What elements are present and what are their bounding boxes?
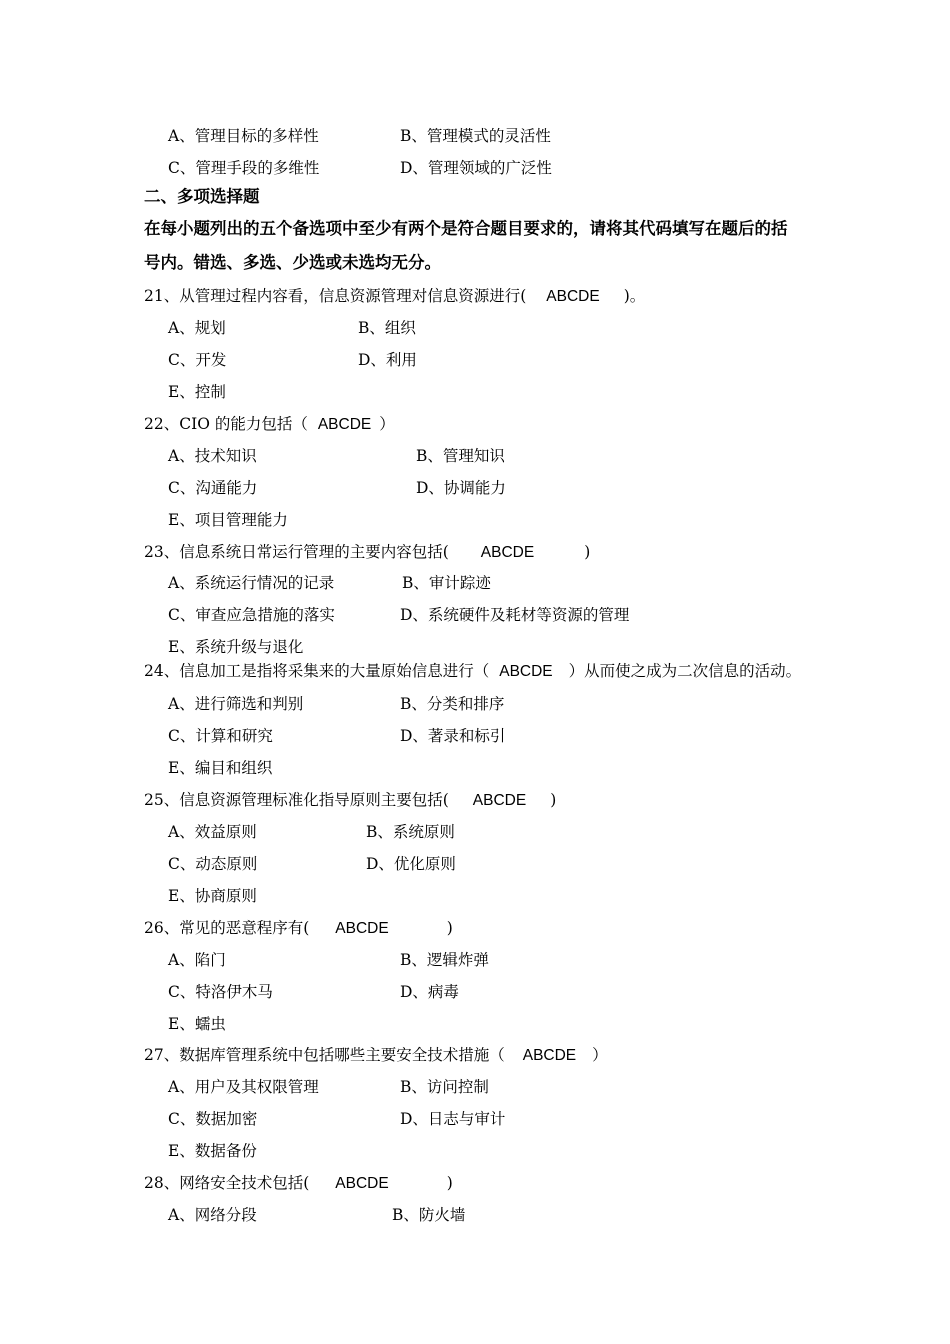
question-text-end: ): [446, 1174, 453, 1192]
question-text-end: ）: [592, 1046, 608, 1064]
answer: ABCDE: [335, 1175, 389, 1192]
question-stem: [144, 661, 801, 682]
option-e: E、系统升级与退化: [168, 638, 304, 656]
question-text-end: ）: [379, 415, 395, 433]
option-c: C、沟通能力: [168, 479, 258, 497]
option-a: A、效益原则: [168, 823, 257, 841]
question-text-end: ): [446, 919, 453, 937]
question-text: 22、CIO 的能力包括（: [144, 415, 308, 433]
answer: ABCDE: [546, 288, 600, 305]
option-d: D、病毒: [400, 983, 459, 1001]
question-text: 21、从管理过程内容看，信息资源管理对信息资源进行(: [144, 287, 527, 305]
question-text-end: ）从而使之成为二次信息的活动。: [568, 662, 802, 680]
prev-option-a: A、管理目标的多样性: [168, 127, 319, 145]
option-b: B、分类和排序: [400, 695, 505, 713]
question-text: 23、信息系统日常运行管理的主要内容包括(: [144, 543, 449, 561]
option-a: A、系统运行情况的记录: [168, 574, 335, 592]
option-a: A、技术知识: [168, 447, 257, 465]
option-a: A、用户及其权限管理: [168, 1078, 319, 1096]
option-a: A、陷门: [168, 951, 226, 969]
question-stem: [144, 286, 645, 307]
option-e: E、项目管理能力: [168, 511, 288, 529]
option-a: A、规划: [168, 319, 226, 337]
answer: ABCDE: [335, 920, 389, 937]
question-stem: [144, 1045, 608, 1066]
option-d: D、系统硬件及耗材等资源的管理: [400, 606, 630, 624]
prev-option-d: D、管理领域的广泛性: [400, 159, 552, 177]
question-stem: [144, 1173, 453, 1194]
option-d: D、优化原则: [366, 855, 456, 873]
option-e: E、协商原则: [168, 887, 257, 905]
option-d: D、日志与审计: [400, 1110, 506, 1128]
prev-option-b: B、管理模式的灵活性: [400, 127, 551, 145]
question-text-end: )。: [623, 287, 646, 305]
answer: ABCDE: [472, 792, 527, 809]
question-text-end: ): [550, 791, 557, 809]
option-c: C、动态原则: [168, 855, 258, 873]
answer: ABCDE: [480, 544, 535, 561]
option-b: B、访问控制: [400, 1078, 489, 1096]
option-c: C、开发: [168, 351, 227, 369]
question-stem: [144, 542, 590, 563]
answer: ABCDE: [522, 1047, 577, 1064]
question-stem: [144, 790, 556, 811]
option-b: B、防火墙: [392, 1206, 466, 1224]
option-b: B、系统原则: [366, 823, 455, 841]
option-a: A、网络分段: [168, 1206, 257, 1224]
option-d: D、协调能力: [416, 479, 506, 497]
option-e: E、数据备份: [168, 1142, 257, 1160]
option-e: E、编目和组织: [168, 759, 273, 777]
option-d: D、利用: [358, 351, 417, 369]
option-b: B、组织: [358, 319, 416, 337]
option-d: D、著录和标引: [400, 727, 506, 745]
option-b: B、逻辑炸弹: [400, 951, 489, 969]
section-title: 二、多项选择题: [144, 187, 260, 206]
option-b: B、管理知识: [416, 447, 505, 465]
option-c: C、数据加密: [168, 1110, 258, 1128]
question-text-end: ): [584, 543, 591, 561]
question-text: 26、常见的恶意程序有(: [144, 919, 310, 937]
answer: ABCDE: [499, 663, 553, 680]
question-text: 24、信息加工是指将采集来的大量原始信息进行（: [144, 662, 490, 680]
option-a: A、进行筛选和判别: [168, 695, 304, 713]
question-text: 27、数据库管理系统中包括哪些主要安全技术措施（: [144, 1046, 505, 1064]
answer: ABCDE: [317, 416, 372, 433]
question-text: 28、网络安全技术包括(: [144, 1174, 310, 1192]
option-e: E、蠕虫: [168, 1015, 226, 1033]
question-stem: [144, 414, 395, 435]
option-e: E、控制: [168, 383, 226, 401]
section-instruction-line-1: 在每小题列出的五个备选项中至少有两个是符合题目要求的，请将其代码填写在题后的括: [144, 219, 788, 238]
option-b: B、审计踪迹: [402, 574, 491, 592]
option-c: C、审查应急措施的落实: [168, 606, 335, 624]
section-instruction-line-2: 号内。错选、多选、少选或未选均无分。: [144, 253, 441, 272]
question-text: 25、信息资源管理标准化指导原则主要包括(: [144, 791, 449, 809]
option-c: C、计算和研究: [168, 727, 273, 745]
prev-option-c: C、管理手段的多维性: [168, 159, 320, 177]
question-stem: [144, 918, 453, 939]
option-c: C、特洛伊木马: [168, 983, 273, 1001]
